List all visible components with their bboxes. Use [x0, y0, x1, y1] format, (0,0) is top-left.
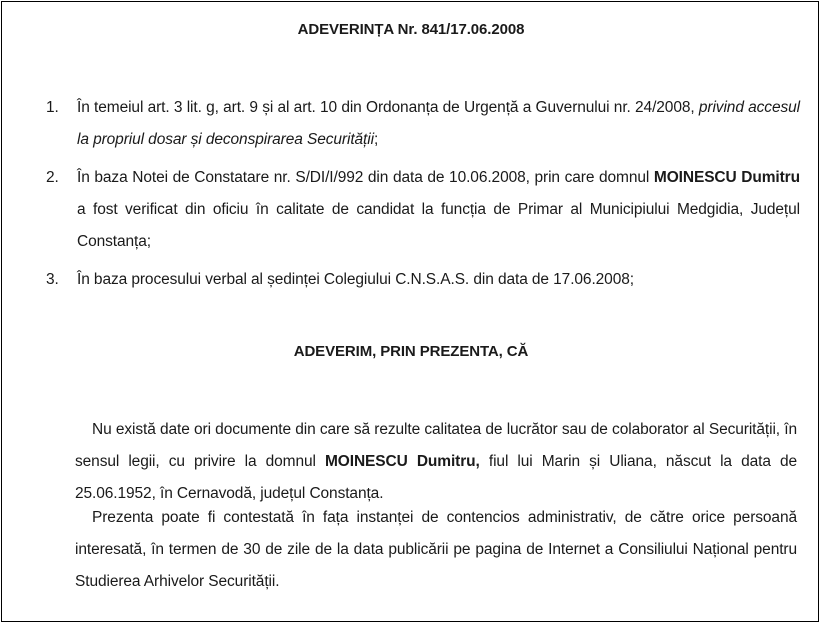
list-item-text-end: a fost verificat din oficiu în calitate de candidat la funcția de Primar al Municipiului Medgidia, Județul Constanța; — [77, 201, 800, 250]
paragraph-text-end: fiul lui Marin și Uliana, născut la data de 25.06.1952, în Cernavodă, județul Constanța. — [75, 452, 798, 502]
list-item-text: În baza procesului verbal al ședinței Colegiului C.N.S.A.S. din data de 17.06.2008; — [77, 271, 634, 288]
list-item-text-end: ; — [373, 131, 379, 148]
list-item-number: 3. — [46, 271, 59, 288]
list-item-text: În temeiul art. 3 lit. g, art. 9 și al art. 10 din Ordonanța de Urgență a Guvernului nr. 24/2008, — [77, 99, 699, 116]
list-item-number: 1. — [46, 99, 59, 116]
list-item-number: 2. — [46, 169, 59, 186]
numbered-list — [40, 92, 800, 302]
paragraph-statement — [75, 414, 797, 510]
list-item — [40, 92, 800, 156]
list-item — [40, 162, 800, 258]
list-item-text: În baza Notei de Constatare nr. S/DI/I/992 din data de 10.06.2008, prin care domnul — [77, 169, 654, 186]
document-subtitle: ADEVERIM, PRIN PREZENTA, CĂ — [293, 343, 529, 360]
document-title: ADEVERINȚA Nr. 841/17.06.2008 — [297, 21, 525, 38]
list-item-italic-text: privind accesul la propriul dosar și deconspirarea Securității — [77, 99, 800, 148]
person-name: MOINESCU Dumitru, — [324, 452, 480, 470]
person-name: MOINESCU Dumitru — [653, 169, 800, 186]
paragraph-text: Nu există date ori documente din care să rezulte calitatea de lucrător sau de colaborator al Securității, în sensul legii, cu privire la domnul — [75, 420, 797, 470]
paragraph-contestation: Prezenta poate fi contestată în fața instanței de contencios administrativ, de către orice persoană interesată, în termen de 30 de zile de la data publicării pe pagina de Internet a Consiliului Național pentru Studierea Arhivelor Securității. — [75, 509, 797, 590]
list-item — [40, 264, 800, 296]
